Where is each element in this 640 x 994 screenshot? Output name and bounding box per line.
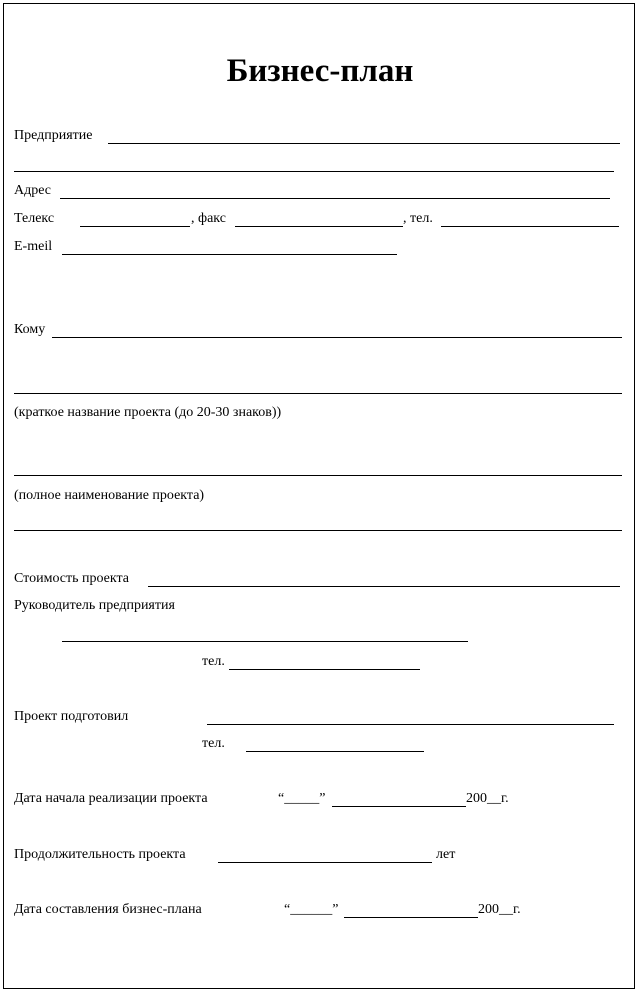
prepared-tel-field[interactable] xyxy=(246,751,424,752)
to-label: Кому xyxy=(14,322,46,337)
short-name-field[interactable] xyxy=(14,393,622,394)
enterprise-label: Предприятие xyxy=(14,128,93,143)
fax-label: , факс xyxy=(191,211,226,226)
tel-field[interactable] xyxy=(441,226,619,227)
email-label: E-meil xyxy=(14,239,53,254)
prepared-field[interactable] xyxy=(207,724,614,725)
full-name-caption: (полное наименование проекта) xyxy=(14,488,205,503)
prepared-label: Проект подготовил xyxy=(14,709,129,724)
email-field[interactable] xyxy=(62,254,397,255)
start-date-month-field[interactable] xyxy=(332,806,466,807)
telex-field[interactable] xyxy=(80,226,190,227)
manager-field[interactable] xyxy=(62,641,468,642)
address-field[interactable] xyxy=(60,198,610,199)
full-name-field[interactable] xyxy=(14,475,622,476)
short-name-caption: (краткое название проекта (до 20-30 знаков)) xyxy=(14,405,282,420)
compiled-date-year: 200__г. xyxy=(478,902,521,917)
manager-tel-field[interactable] xyxy=(229,669,420,670)
duration-field[interactable] xyxy=(218,862,432,863)
cost-label: Стоимость проекта xyxy=(14,571,130,586)
fax-field[interactable] xyxy=(235,226,403,227)
manager-label: Руководитель предприятия xyxy=(14,598,175,613)
duration-unit: лет xyxy=(436,847,456,862)
duration-label: Продолжительность проекта xyxy=(14,847,186,862)
compiled-date-day[interactable]: “______” xyxy=(284,902,339,917)
tel-label: , тел. xyxy=(403,211,433,226)
enterprise-field-line-2[interactable] xyxy=(14,171,614,172)
page-title: Бизнес-план xyxy=(226,53,414,89)
prepared-tel-label: тел. xyxy=(202,736,225,751)
telex-label: Телекс xyxy=(14,211,55,226)
cost-field[interactable] xyxy=(148,586,620,587)
full-name-field-line-2[interactable] xyxy=(14,530,622,531)
start-date-day[interactable]: “_____” xyxy=(278,791,326,806)
manager-tel-label: тел. xyxy=(202,654,225,669)
compiled-date-month-field[interactable] xyxy=(344,917,478,918)
to-field[interactable] xyxy=(52,337,622,338)
compiled-date-label: Дата составления бизнес-плана xyxy=(14,902,202,917)
start-date-year: 200__г. xyxy=(466,791,509,806)
address-label: Адрес xyxy=(14,183,52,198)
start-date-label: Дата начала реализации проекта xyxy=(14,791,208,806)
form-sheet xyxy=(3,3,635,989)
enterprise-field[interactable] xyxy=(108,143,620,144)
